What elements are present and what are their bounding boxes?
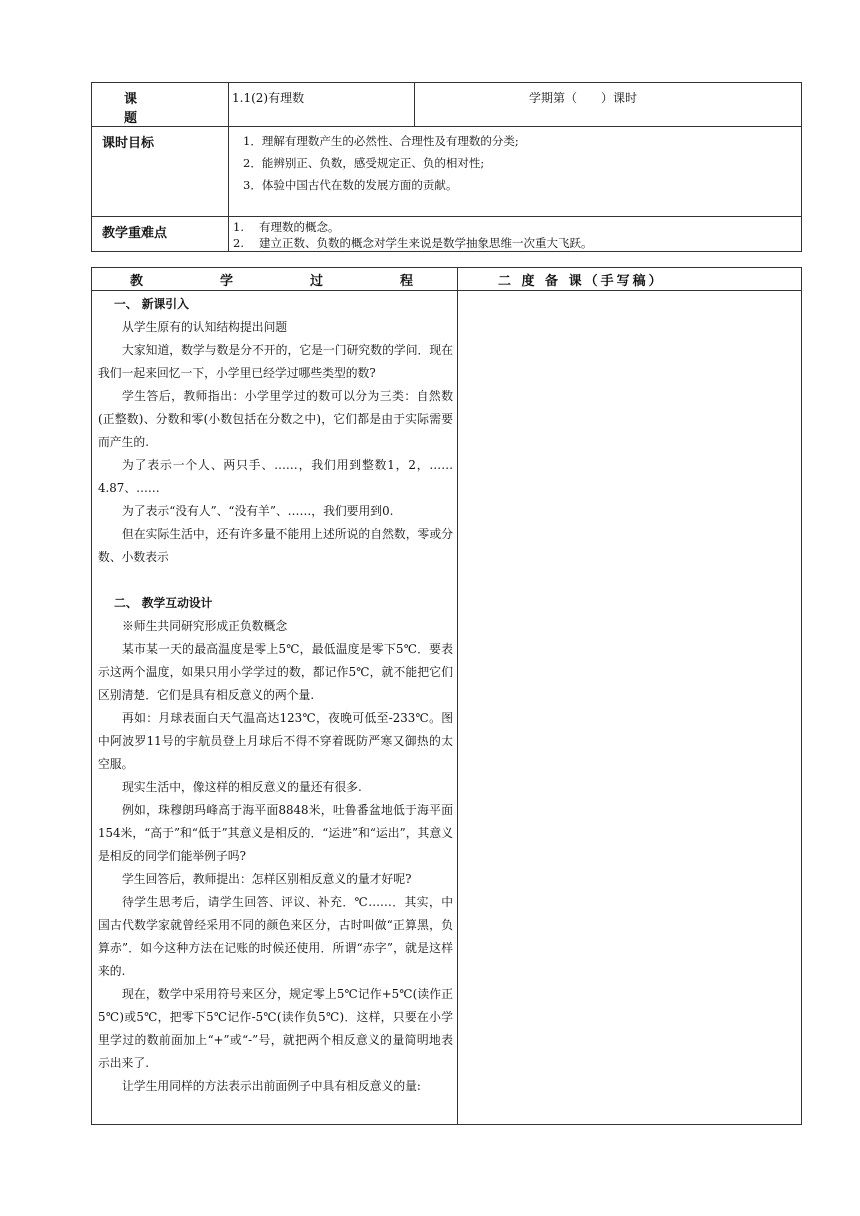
process-paragraph: 大家知道，数学与数是分不开的，它是一门研究数的学问．现在我们一起来回忆一下，小学里已经学过哪些类型的数? xyxy=(98,343,453,380)
process-paragraph: ※师生共同研究形成正负数概念 xyxy=(122,619,288,633)
teaching-process-table xyxy=(91,267,802,1125)
lesson-info-table xyxy=(91,82,802,252)
process-paragraph: 从学生原有的认知结构提出问题 xyxy=(122,320,288,334)
section-heading: 一、 新课引入 xyxy=(114,297,189,311)
goal-item: 3．体验中国古代在数的发展方面的贡献。 xyxy=(243,178,458,192)
process-header-char: 教 xyxy=(130,273,144,289)
difficulty-cell xyxy=(229,217,802,252)
process-content xyxy=(92,291,458,1125)
goal-item: 2．能辨别正、负数，感受规定正、负的相对性; xyxy=(243,156,485,170)
process-paragraph: 但在实际生活中，还有许多量不能用上述所说的自然数，零或分数、小数表示 xyxy=(98,527,453,564)
process-paragraph: 现在，数学中采用符号来区分，规定零上5℃记作+5℃(读作正5℃)或5℃，把零下5℃记作-5℃(读作负5℃)．这样，只要在小学里学过的数前面加上“+”或“-”号，就把两个相反意义的量简明地表示出来了. xyxy=(98,987,453,1070)
goal-item: 1．理解有理数产生的必然性、合理性及有理数的分类; xyxy=(243,134,519,148)
process-header-char: 学 xyxy=(219,273,233,289)
semester-lesson-field: 学期第（ ）课时 xyxy=(415,83,802,127)
process-paragraph: 让学生用同样的方法表示出前面例子中具有相反意义的量: xyxy=(122,1079,421,1093)
process-header-char: 过 xyxy=(309,273,323,289)
topic-label: 课 题 xyxy=(92,83,229,127)
paragraph-gap xyxy=(98,569,453,592)
process-paragraph: 现实生活中，像这样的相反意义的量还有很多. xyxy=(122,780,362,794)
process-paragraph: 为了表示“没有人”、“没有羊”、……，我们要用到0. xyxy=(122,504,394,518)
process-paragraph: 待学生思考后，请学生回答、评议、补充．℃……．其实，中国古代数学家就曾经采用不同的颜色来区分，古时叫做“正算黑，负算赤”．如今这种方法在记账的时候还使用．所谓“赤字”，就是这样来的. xyxy=(98,895,453,978)
process-paragraph: 学生回答后，教师提出：怎样区别相反意义的量才好呢? xyxy=(122,872,412,886)
difficulty-label: 教学重难点 xyxy=(92,217,229,252)
process-paragraph: 例如，珠穆朗玛峰高于海平面8848米，吐鲁番盆地低于海平面154米，“高于”和“低于”其意义是相反的．“运进”和“运出”，其意义是相反的同学们能举例子吗? xyxy=(98,803,453,863)
goals-cell xyxy=(229,127,802,217)
goals-label: 课时目标 xyxy=(92,127,229,217)
process-header-char: 程 xyxy=(399,273,413,289)
second-prep-header: 二 度 备 课（手写稿） xyxy=(458,268,802,291)
handwritten-notes-area[interactable] xyxy=(458,291,802,1125)
difficulty-item: 2. 建立正数、负数的概念对学生来说是数学抽象思维一次重大飞跃。 xyxy=(233,236,593,250)
process-header xyxy=(92,268,458,291)
difficulty-item: 1. 有理数的概念。 xyxy=(233,220,340,234)
topic-value: 1.1(2)有理数 xyxy=(229,83,415,127)
process-paragraph: 再如：月球表面白天气温高达123℃，夜晚可低至-233℃。图中阿波罗11号的宇航员登上月球后不得不穿着既防严寒又御热的太空服。 xyxy=(98,711,453,771)
process-paragraph: 学生答后，教师指出：小学里学过的数可以分为三类：自然数(正整数)、分数和零(小数包括在分数之中)，它们都是由于实际需要而产生的. xyxy=(98,389,453,449)
section-heading: 二、 教学互动设计 xyxy=(114,596,213,610)
process-paragraph: 为了表示一个人、两只手、……，我们用到整数1，2，……4.87、…… xyxy=(98,458,453,495)
process-paragraph: 某市某一天的最高温度是零上5℃，最低温度是零下5℃．要表示这两个温度，如果只用小学学过的数，都记作5℃，就不能把它们区别清楚．它们是具有相反意义的两个量. xyxy=(98,642,453,702)
